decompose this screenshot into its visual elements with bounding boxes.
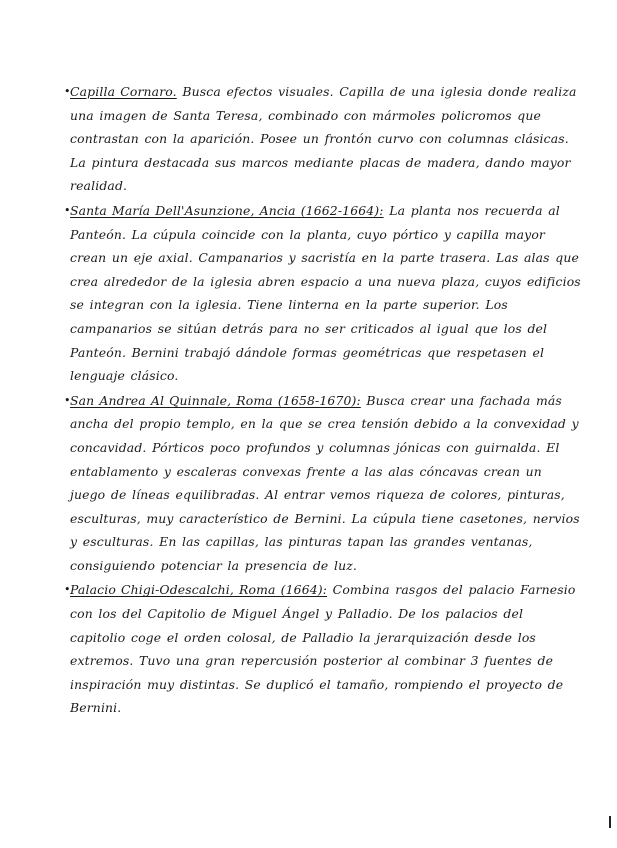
bullet-icon: • [64,583,71,597]
entry-body: Combina rasgos del palacio Farnesio con los del Capitolio de Miguel Ángel y Palladio. De los palacios del capitolio coge el orden colosal, de Palladio la jerarquización desde los extremos. Tuvo una gran repercusión posterior al combinar 3 fuentes de inspiración muy distintas. Se duplicó el tamaño, rompiendo el proyecto de Bernini. [70,582,576,716]
note-entry-capilla-cornaro [64,80,582,198]
entry-body: Busca crear una fachada más ancha del propio templo, en la que se crea tensión debido a la convexidad y concavidad. Pórticos poco profundos y columnas jónicas con guirnalda. El entablamento y escaleras convexas frente a las alas cóncavas crean un juego de líneas equilibradas. Al entrar vemos riqueza de colores, pinturas, esculturas, muy característico de Bernini. La cúpula tiene casetones, nervios y esculturas. En las capillas, las pinturas tapan las grandes ventanas, consiguiendo potenciar la presencia de luz. [70,392,580,573]
note-entry-santa-maria-asunzione [64,199,582,388]
entry-heading: Santa María Dell'Asunzione, Ancia (1662-1664): [70,202,384,218]
entry-heading: San Andrea Al Quinnale, Roma (1658-1670): [70,392,361,408]
note-entry-palacio-chigi-odescalchi [64,578,582,720]
bullet-icon: • [64,203,71,217]
bullet-icon: • [64,85,71,98]
entry-heading: Palacio Chigi-Odescalchi, Roma (1664): [70,582,328,598]
page-edge-mark [609,816,611,828]
bullet-icon: • [64,393,71,407]
notes-list [64,80,582,720]
entry-heading: Capilla Cornaro. [70,84,177,99]
note-entry-san-andrea-quirinale [64,389,582,578]
entry-body: Busca efectos visuales. Capilla de una iglesia donde realiza una imagen de Santa Teresa, combinado con mármoles policromos que contrastan con la aparición. Posee un frontón curvo con columnas clásicas. La pintura destacada sus marcos mediante placas de madera, dando mayor realidad. [70,84,577,194]
entry-body: La planta nos recuerda al Panteón. La cúpula coincide con la planta, cuyo pórtico y capilla mayor crean un eje axial. Campanarios y sacristía en la parte trasera. Las alas que crea alrededor de la iglesia abren espacio a una nueva plaza, cuyos edificios se integran con la iglesia. Tiene linterna en la parte superior. Los campanarios se sitúan detrás para no ser criticados al igual que los del Panteón. Bernini trabajó dándole formas geométricas que respetasen el lenguaje clásico. [70,202,581,384]
